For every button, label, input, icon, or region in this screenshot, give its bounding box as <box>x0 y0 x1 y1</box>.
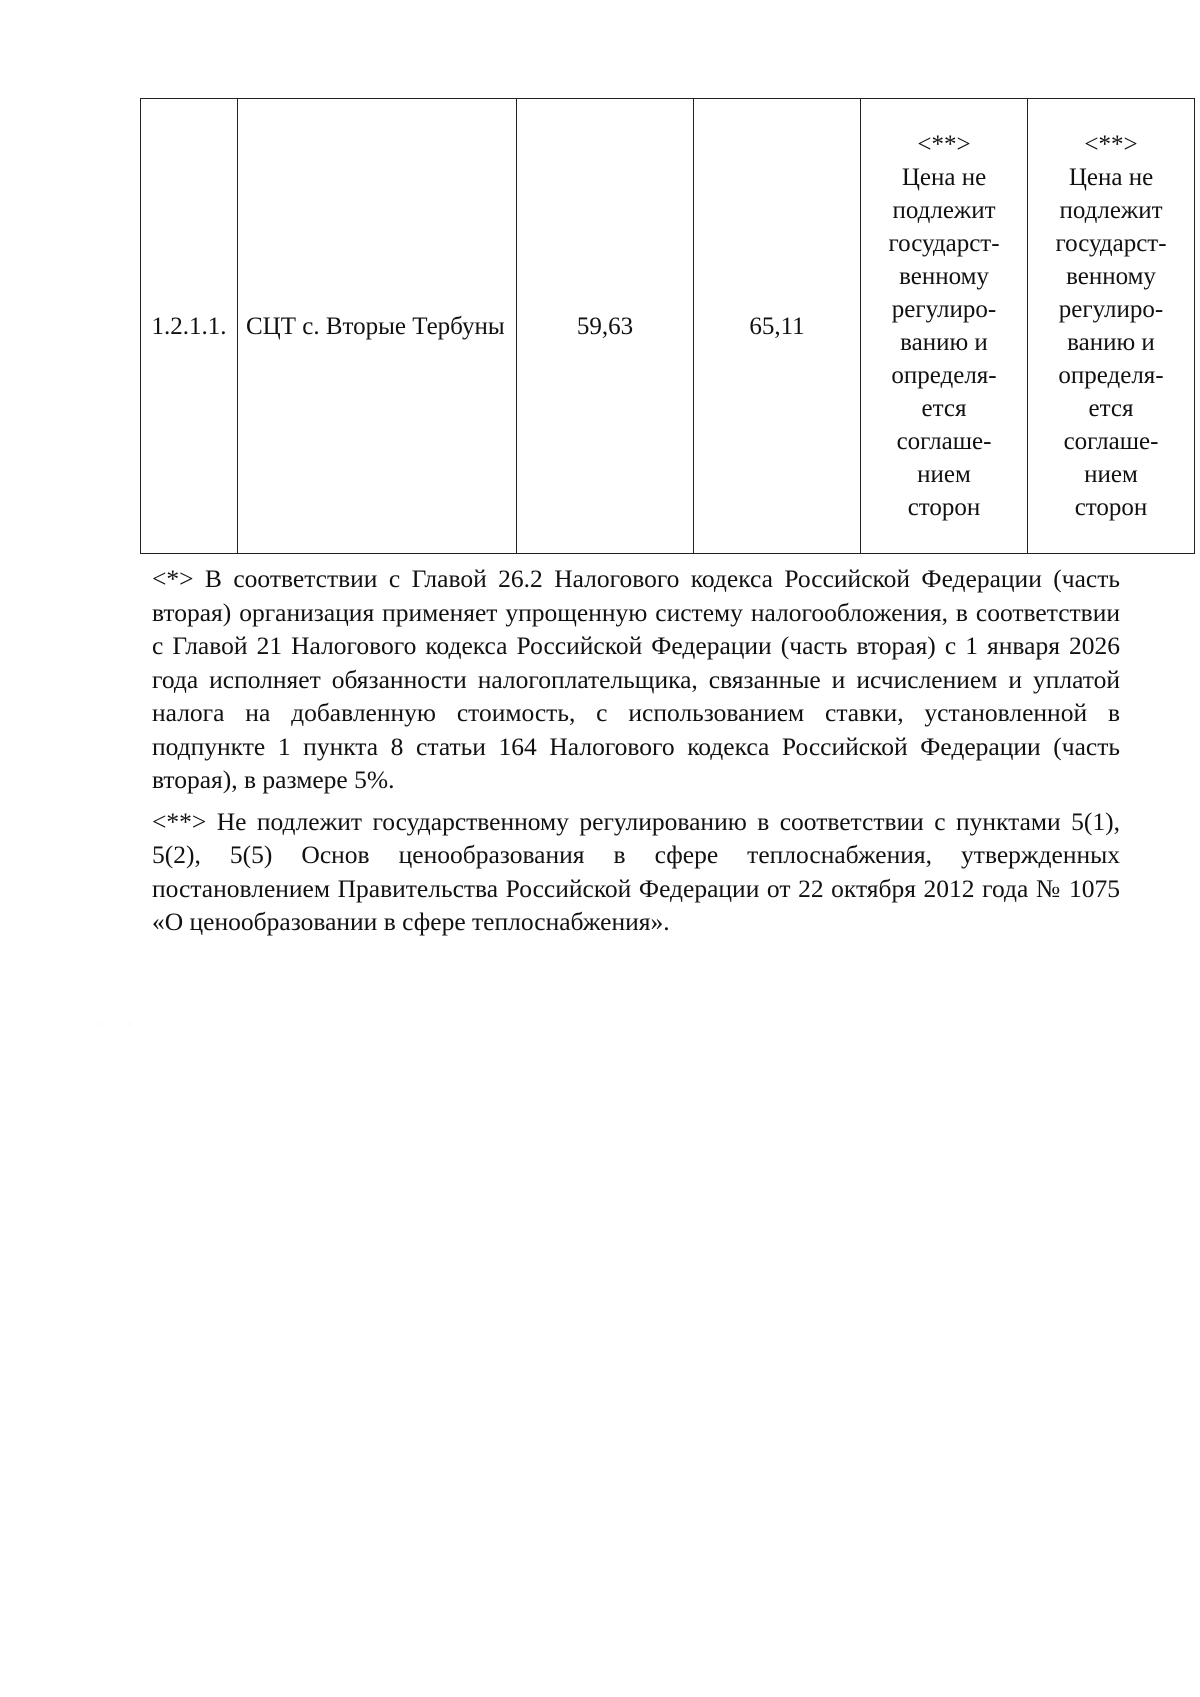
scan-dots: · · <box>100 1020 144 1029</box>
footnote-single-star: <*> В соответствии с Главой 26.2 Налогового кодекса Российской Федерации (часть вторая) организация применяет упрощенную систему налогообложения, в соответствии с Главой 21 Налогового кодекса Российской Федерации (часть вторая) с 1 января 2026 года исполняет обязанности налогоплательщика, связанные и исчислением и уплатой налога на добавленную стоимость, с использованием ставки, установленной в подпункте 1 пункта 8 статьи 164 Налогового кодекса Российской Федерации (часть вторая), в размере 5%. <box>152 564 1120 794</box>
price-note-line: Цена не <box>901 164 987 191</box>
price-note-line: нием <box>917 461 971 488</box>
price-note-line: государст- <box>1055 230 1167 257</box>
price-note-line: ванию и <box>900 329 988 356</box>
price-note-lines <box>1036 128 1186 524</box>
value-cell-1: 59,63 <box>517 99 694 554</box>
price-note-line: сторон <box>1074 494 1148 521</box>
price-note-line: венному <box>899 263 989 290</box>
price-note-line: соглаше- <box>896 428 992 455</box>
tariff-table <box>140 98 1195 554</box>
price-note-line: ванию и <box>1067 329 1155 356</box>
row-number-cell: 1.2.1.1. <box>141 99 238 554</box>
price-note-line: ется <box>921 395 967 422</box>
price-note-line: ется <box>1088 395 1134 422</box>
system-name-cell: СЦТ с. Вторые Тербуны <box>238 99 517 554</box>
price-note-line: Цена не <box>1068 164 1154 191</box>
price-note-lines <box>869 128 1019 524</box>
price-note-line: подлежит <box>1059 197 1163 224</box>
price-note-line: нием <box>1084 461 1138 488</box>
price-note-line: определя- <box>1058 362 1164 389</box>
price-note-cell-2 <box>1028 99 1195 554</box>
price-note-cell-1 <box>861 99 1028 554</box>
price-note-line: подлежит <box>892 197 996 224</box>
price-note-line: регулиро- <box>891 296 997 323</box>
price-note-line: регулиро- <box>1058 296 1164 323</box>
price-note-line: <**> <box>917 131 971 158</box>
table-row <box>141 99 1195 554</box>
footnote-double-star: <**> Не подлежит государственному регулированию в соответствии с пунктами 5(1), 5(2), 5(5) Основ ценообразования в сфере теплоснабжения, утвержденных постановлением Правительства Российской Федерации от 22 октября 2012 года № 1075 «О ценообразовании в сфере теплоснабжения». <box>152 806 1120 936</box>
footnotes <box>152 562 1120 947</box>
price-note-line: соглаше- <box>1063 428 1159 455</box>
price-note-line: государст- <box>888 230 1000 257</box>
price-note-line: венному <box>1066 263 1156 290</box>
price-note-line: определя- <box>891 362 997 389</box>
price-note-line: сторон <box>907 494 981 521</box>
value-cell-2: 65,11 <box>694 99 861 554</box>
price-note-line: <**> <box>1084 131 1138 158</box>
